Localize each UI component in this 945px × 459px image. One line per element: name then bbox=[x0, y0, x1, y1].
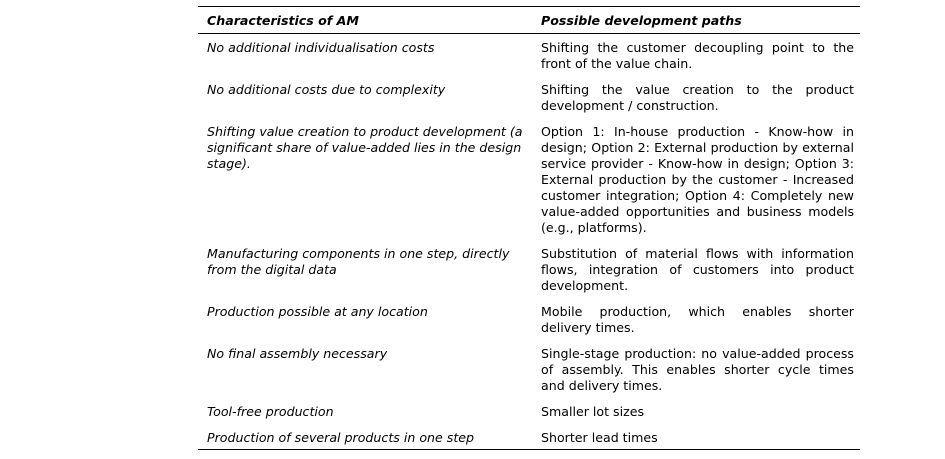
table-header-rule bbox=[198, 33, 860, 34]
row-1-path: Shifting the customer decoupling point to the front of the value chain. bbox=[541, 40, 854, 71]
row-3-characteristic: Shifting value creation to product development (a significant share of value-added lies in the design stage). bbox=[207, 124, 523, 171]
row-8-path: Shorter lead times bbox=[541, 430, 658, 445]
row-5-path: Mobile production, which enables shorter delivery times. bbox=[541, 304, 854, 335]
row-4-characteristic: Manufacturing components in one step, directly from the digital data bbox=[207, 246, 510, 277]
row-7-path: Smaller lot sizes bbox=[541, 404, 645, 419]
header-development-paths: Possible development paths bbox=[541, 13, 742, 28]
row-1-characteristic: No additional individualisation costs bbox=[207, 40, 435, 55]
row-6-characteristic: No final assembly necessary bbox=[207, 346, 388, 361]
row-2-path: Shifting the value creation to the product development / construction. bbox=[541, 82, 854, 113]
row-3-path: Option 1: In-house production - Know-how in design; Option 2: External production by external service provider - Know-how in design; Option 3: External production by the customer - Increased customer integration; Option 4: Completely new value-added opportunities and business models (e.g., platforms). bbox=[541, 124, 854, 235]
header-characteristics: Characteristics of AM bbox=[207, 13, 359, 28]
row-5-characteristic: Production possible at any location bbox=[207, 304, 428, 319]
row-7-characteristic: Tool-free production bbox=[207, 404, 334, 419]
table-bottom-rule bbox=[198, 449, 860, 450]
row-6-path: Single-stage production: no value-added process of assembly. This enables shorter cycle times and delivery times. bbox=[541, 346, 854, 393]
row-2-characteristic: No additional costs due to complexity bbox=[207, 82, 446, 97]
table-top-rule bbox=[198, 6, 860, 7]
row-8-characteristic: Production of several products in one step bbox=[207, 430, 474, 445]
row-4-path: Substitution of material flows with information flows, integration of customers into product development. bbox=[541, 246, 854, 293]
